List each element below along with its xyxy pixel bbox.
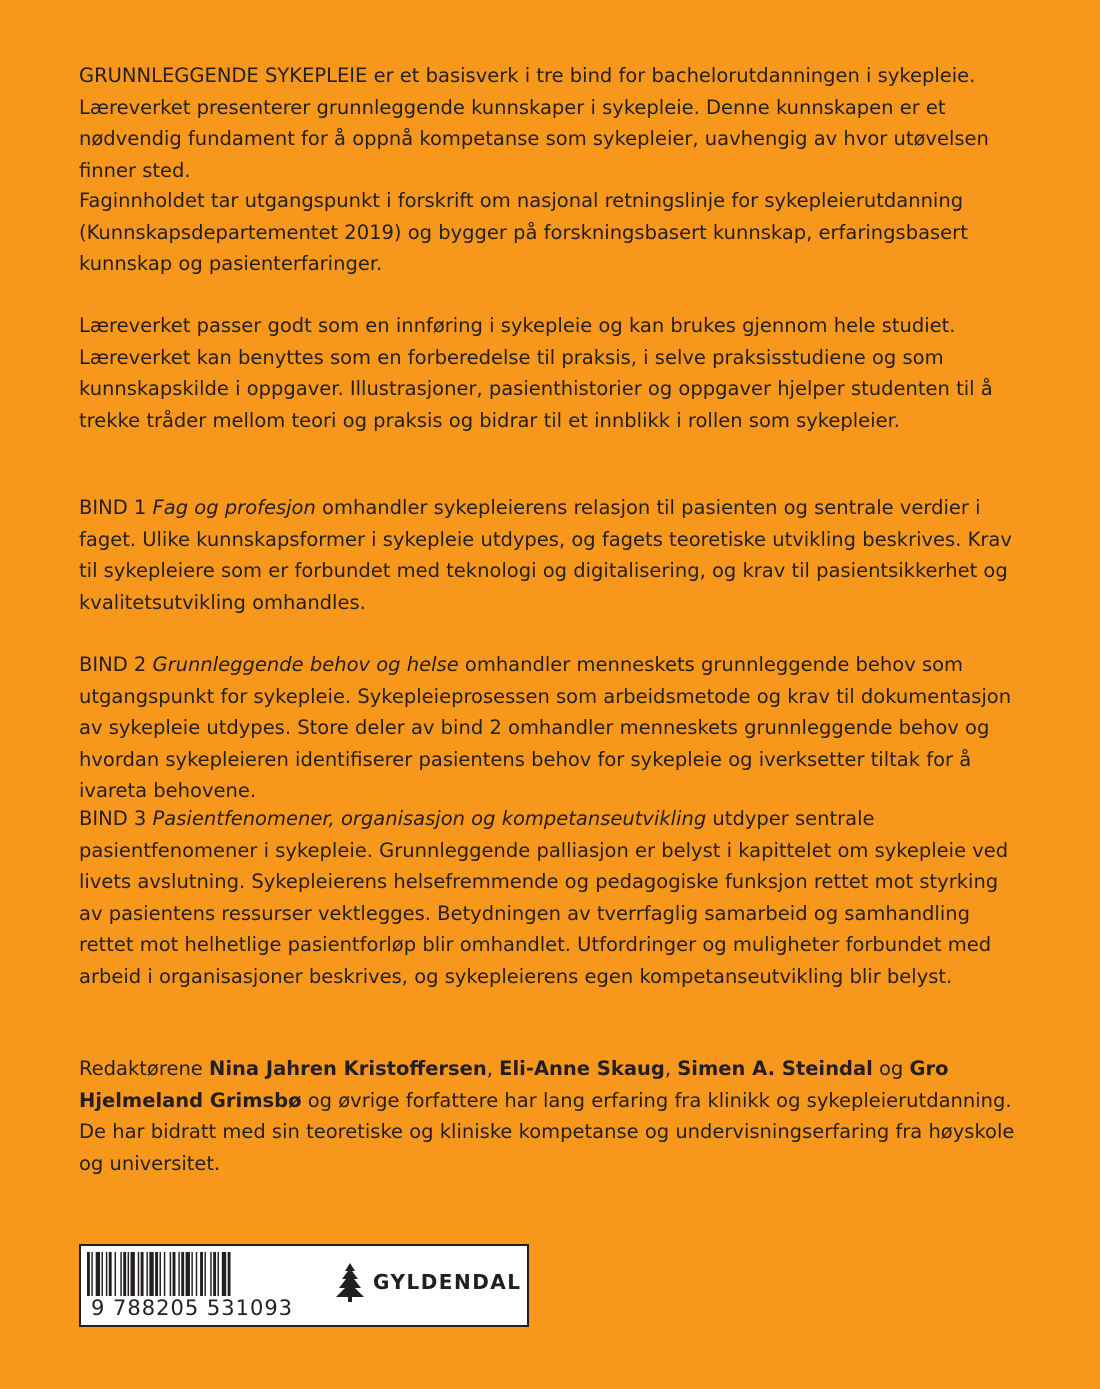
volume-2-description: [79, 649, 1024, 807]
editors-paragraph: [79, 1053, 1024, 1179]
intro-paragraph-1: [79, 60, 1024, 186]
volume-3-text: utdyper sentrale pasientfenomener i sykepleie. Grunnleggende palliasjon er belyst i kapittelet om sykepleie ved livets avslutning. Sykepleierens helsefremmende og pedagogiske funksjon rettet mot styrking av pasientens ressurser vektlegges. Betydningen av tverrfaglig samarbeid og samhandling rettet mot helhetlige pasientforløp blir omhandlet. Utfordringer og muligheter forbundet med arbeid i organisasjoner beskrives, og sykepleierens egen kompetanseutvikling blir belyst.: [79, 807, 1009, 988]
barcode-panel: [79, 1244, 529, 1327]
editor-name-4: Gro Hjelmeland Grimsbø: [79, 1057, 949, 1112]
volume-1-title: Fag og profesjon: [152, 496, 316, 519]
editors-suffix: og øvrige forfattere har lang erfaring fra klinikk og sykepleierutdanning. De har bidratt med sin teoretiske og kliniske kompetanse og undervisningserfaring fra høyskole og universitet.: [79, 1088, 1015, 1175]
series-title-caps: GRUNNLEGGENDE SYKEPLEIE: [79, 64, 368, 87]
volume-1-description: [79, 492, 1024, 618]
publisher-name: GYLDENDAL: [373, 1270, 522, 1294]
editor-name-2: Eli-Anne Skaug: [499, 1057, 665, 1080]
editor-separator: og: [872, 1057, 910, 1080]
intro-paragraph-1-text: er et basisverk i tre bind for bachelorutdanningen i sykepleie. Læreverket presenterer grunnleggende kunnskaper i sykepleie. Denne kunnskapen er et nødvendig fundament for å oppnå kompetanse som sykepleier, uavhengig av hvor utøvelsen finner sted.: [79, 64, 989, 182]
volume-3-title: Pasientfenomener, organisasjon og kompetanseutvikling: [152, 807, 707, 830]
isbn-number: 9 788205 531093: [91, 1296, 294, 1320]
editor-separator: ,: [486, 1057, 500, 1080]
publisher-logo: [335, 1262, 522, 1302]
editor-name-3: Simen A. Steindal: [677, 1057, 873, 1080]
intro-paragraph-3: Læreverket passer godt som en innføring i sykepleie og kan brukes gjennom hele studiet. Læreverket kan benyttes som en forberedelse til praksis, i selve praksisstudiene og som kunnskapskilde i oppgaver. Illustrasjoner, pasienthistorier og oppgaver hjelper studenten til å trekke tråder mellom teori og praksis og bidrar til et innblikk i rollen som sykepleier.: [79, 314, 993, 432]
volume-2-label: BIND 2: [79, 653, 153, 676]
editor-separator: ,: [664, 1057, 678, 1080]
volume-3-description: [79, 803, 1024, 993]
volume-1-text: omhandler sykepleierens relasjon til pasienten og sentrale verdier i faget. Ulike kunnskapsformer i sykepleie utdypes, og fagets teoretiske utvikling beskrives. Krav til sykepleiere som er forbundet med teknologi og digitalisering, og krav til pasientsikkerhet og kvalitetsutvikling omhandles.: [79, 496, 1012, 614]
barcode-icon: [87, 1252, 282, 1296]
volume-1-label: BIND 1: [79, 496, 153, 519]
volume-2-text: omhandler menneskets grunnleggende behov som utgangspunkt for sykepleie. Sykepleieprosessen som arbeidsmetode og krav til dokumentasjon av sykepleie utdypes. Store deler av bind 2 omhandler menneskets grunnleggende behov og hvordan sykepleieren identifiserer pasientens behov for sykepleie og iverksetter tiltak for å ivareta behovene.: [79, 653, 1012, 803]
volume-3-label: BIND 3: [79, 807, 153, 830]
editors-prefix: Redaktørene: [79, 1057, 210, 1080]
tree-logo-icon: [335, 1262, 365, 1302]
volume-2-title: Grunnleggende behov og helse: [152, 653, 459, 676]
intro-paragraph-2: Faginnholdet tar utgangspunkt i forskrift om nasjonal retningslinje for sykepleierutdanning (Kunnskapsdepartementet 2019) og bygger på forskningsbasert kunnskap, erfaringsbasert kunnskap og pasienterfaringer.: [79, 189, 968, 276]
editor-name-1: Nina Jahren Kristoffersen: [209, 1057, 487, 1080]
